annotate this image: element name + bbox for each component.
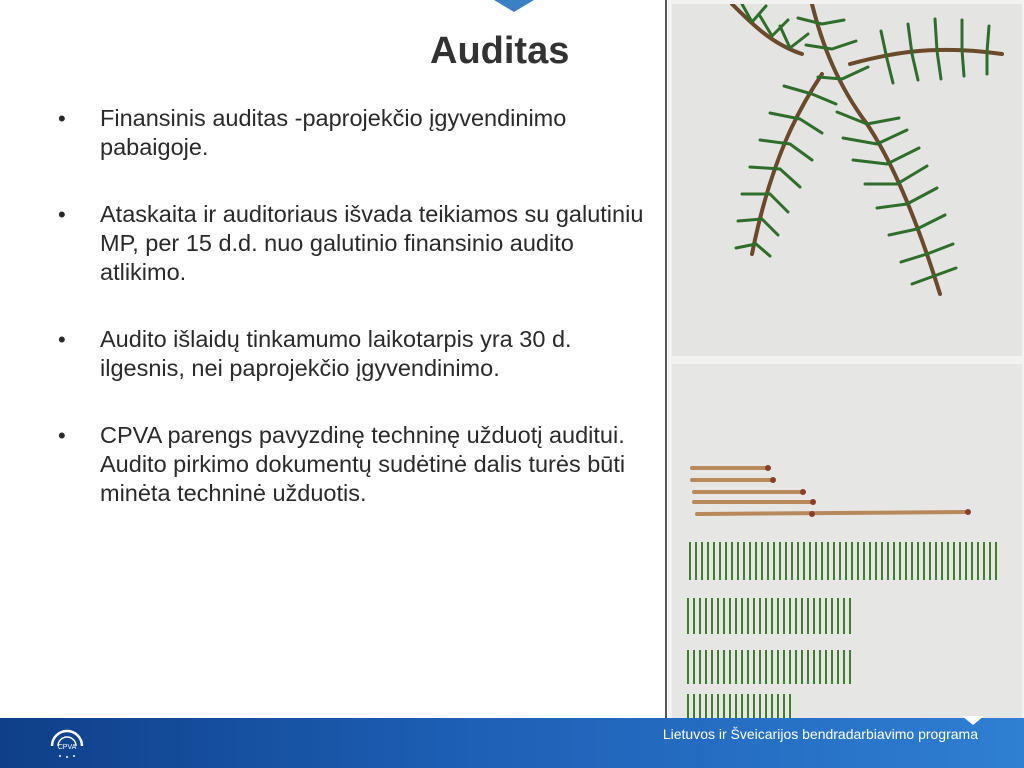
cpva-logo [48,728,86,760]
fir-branch-image [672,4,1022,356]
panel-divider [665,0,667,718]
footer-bar [0,718,1024,768]
bullet-dot: • [58,327,66,352]
fir-needles-image [672,364,1022,718]
top-marker [494,0,534,12]
bullet-dot: • [58,423,66,448]
bullet-item [58,421,648,508]
bullet-item [58,104,648,162]
slide-title: Auditas [430,30,570,72]
footer-notch [962,716,984,725]
photo-panel [668,0,1024,718]
bullet-text: Ataskaita ir auditoriaus išvada teikiamos su galutiniu MP, per 15 d.d. nuo galutinio finansinio audito atlikimo. [100,201,644,285]
fir-deconstructed-photo [672,364,1022,718]
bullet-dot: • [58,202,66,227]
bullet-text: CPVA parengs pavyzdinę techninę užduotį auditui. Audito pirkimo dokumentų sudėtinė dalis turės būti minėta techninė užduotis. [100,422,626,506]
bullet-text: Finansinis auditas -paprojekčio įgyvendinimo pabaigoje. [100,105,567,160]
program-name: Lietuvos ir Šveicarijos bendradarbiavimo programa [662,726,978,742]
cpva-logo-text: CPVA [57,744,77,751]
bullet-dot: • [58,106,66,131]
bullet-list [58,104,648,546]
fir-branch-photo [672,4,1022,356]
bullet-text: Audito išlaidų tinkamumo laikotarpis yra 30 d. ilgesnis, nei paprojekčio įgyvendinimo. [100,326,572,381]
bullet-item [58,200,648,287]
bullet-item [58,325,648,383]
